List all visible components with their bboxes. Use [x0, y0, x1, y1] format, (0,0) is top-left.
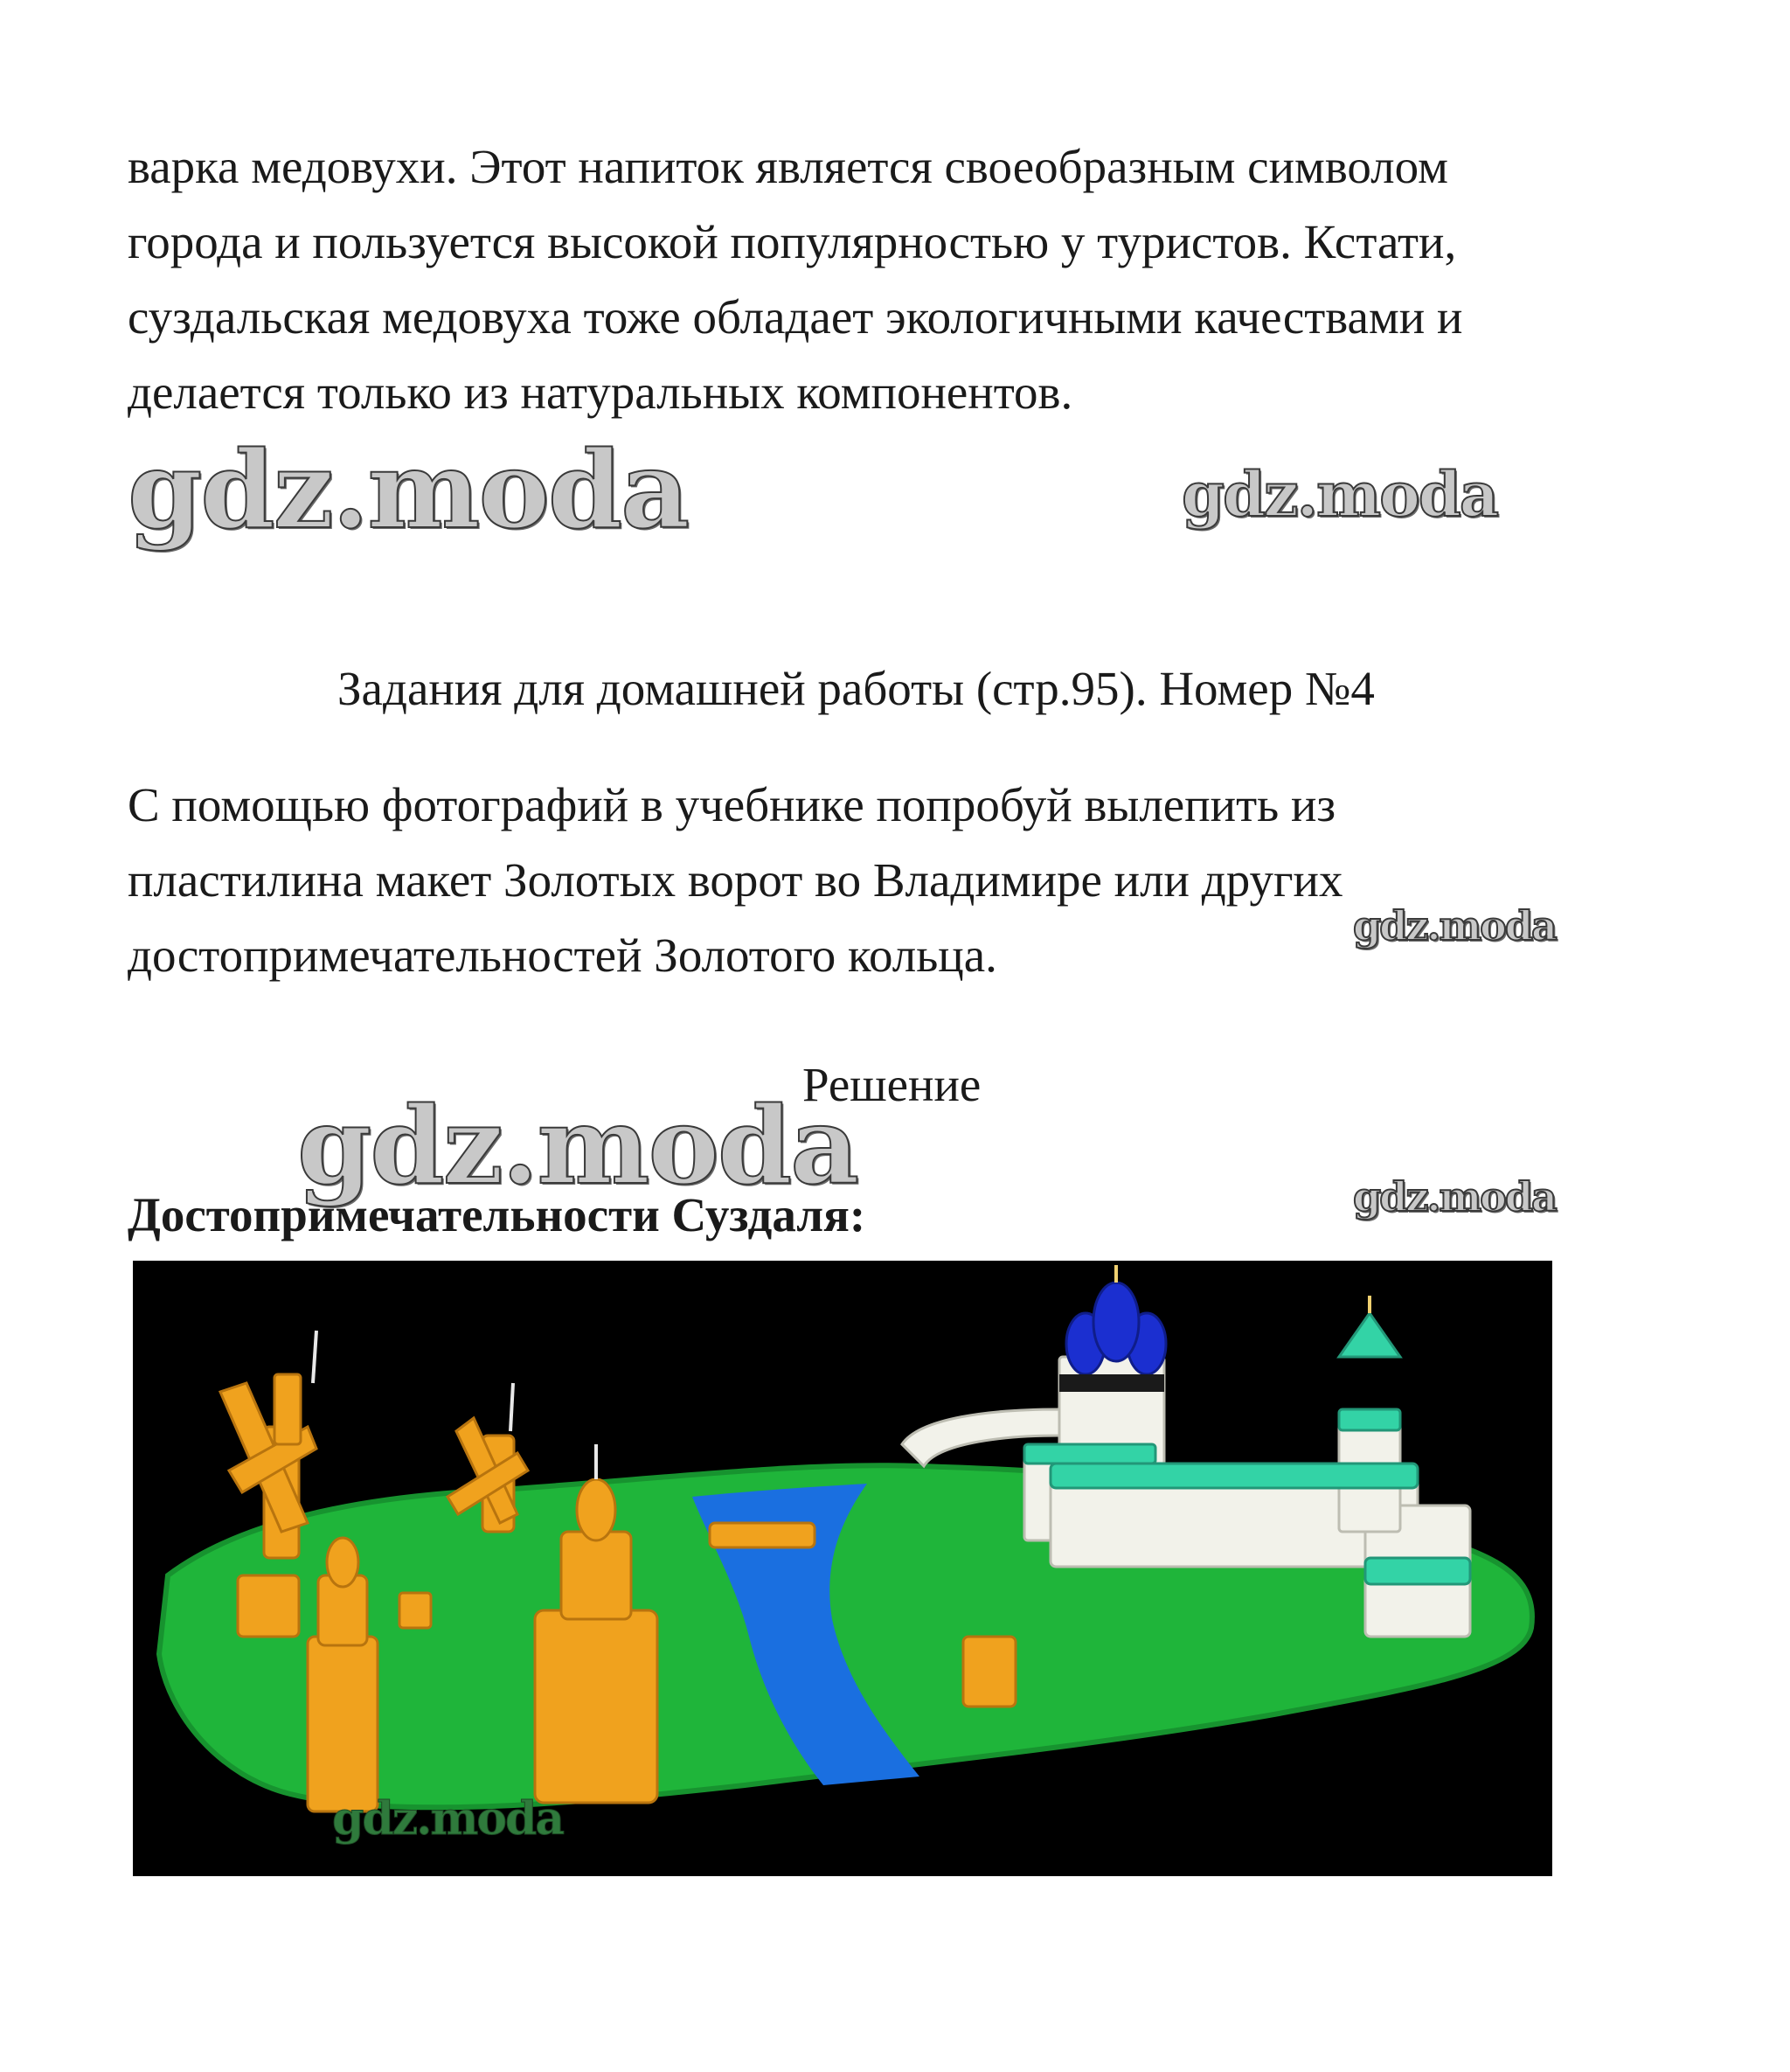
watermark-logo: gdz.moda: [297, 1082, 858, 1208]
watermark-logo: gdz.moda: [1353, 902, 1556, 949]
intro-line: варка медовухи. Этот напиток является своеобразным символом: [128, 140, 1448, 193]
watermark-logo: gdz.moda: [1353, 1173, 1556, 1220]
task-paragraph: [128, 768, 1343, 993]
intro-line: делается только из натуральных компонентов.: [128, 365, 1073, 419]
task-line: достопримечательностей Золотого кольца.: [128, 928, 997, 982]
intro-line: города и пользуется высокой популярностью у туристов. Кстати,: [128, 215, 1457, 268]
task-heading: Задания для домашней работы (стр.95). Номер №4: [337, 662, 1375, 715]
watermark-logo: gdz.moda: [332, 1792, 564, 1846]
task-line: пластилина макет Золотых ворот во Владимире или других: [128, 853, 1343, 907]
watermark-logo: gdz.moda: [128, 427, 689, 553]
intro-line: суздальская медовуха тоже обладает экологичными качествами и: [128, 290, 1463, 344]
subheading: Достопримечательности Суздаля:: [128, 1188, 866, 1241]
task-line: С помощью фотографий в учебнике попробуй вылепить из: [128, 778, 1336, 831]
intro-paragraph: [128, 129, 1462, 430]
solution-label: Решение: [802, 1058, 982, 1111]
plasticine-model-illustration: [133, 1261, 1552, 1876]
plasticine-model-photo: [133, 1261, 1552, 1876]
watermark-logo: gdz.moda: [1182, 458, 1498, 531]
